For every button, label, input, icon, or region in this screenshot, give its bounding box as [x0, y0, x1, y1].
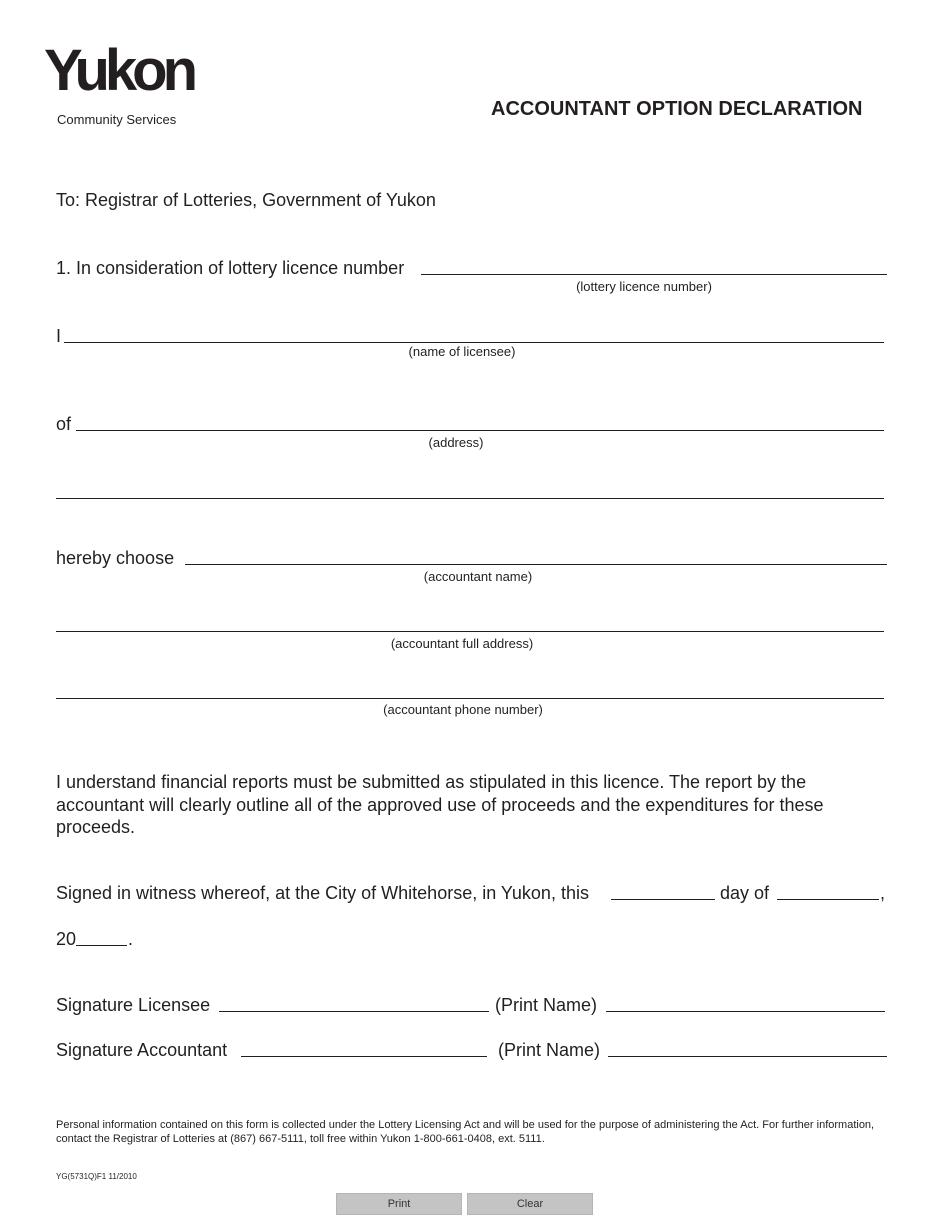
signed-witness-text: Signed in witness whereof, at the City of Whitehorse, in Yukon, this — [56, 883, 589, 903]
signature-accountant-field[interactable] — [241, 1040, 487, 1057]
yukon-logo: Yukon — [44, 38, 194, 103]
accountant-name-caption: (accountant name) — [423, 569, 533, 584]
address-field-line-2[interactable] — [56, 482, 884, 499]
signature-licensee-label: Signature Licensee — [56, 995, 211, 1015]
day-of-text: day of — [720, 883, 770, 903]
accountant-address-caption: (accountant full address) — [390, 636, 534, 651]
understanding-paragraph: I understand financial reports must be submitted as stipulated in this licence. The report by the accountant will clearly outline all of the approved use of proceeds and the expenditures for these proceeds. — [56, 772, 824, 837]
form-title: ACCOUNTANT OPTION DECLARATION — [491, 98, 863, 120]
day-field[interactable] — [611, 883, 715, 900]
licensee-name-field[interactable] — [64, 326, 884, 343]
address-label: of — [56, 414, 72, 434]
year-prefix: 20 — [56, 929, 77, 949]
form-id: YG(5731Q)F1 11/2010 — [56, 1172, 137, 1181]
licence-number-caption: (lottery licence number) — [576, 279, 712, 294]
period-glyph: . — [128, 929, 134, 949]
year-field[interactable] — [76, 929, 127, 946]
licensee-print-name-label: (Print Name) — [495, 995, 598, 1015]
licensee-name-caption: (name of licensee) — [408, 344, 516, 359]
accountant-phone-caption: (accountant phone number) — [383, 702, 543, 717]
comma-glyph: , — [880, 883, 886, 903]
address-caption: (address) — [428, 435, 484, 450]
addressee: To: Registrar of Lotteries, Government of Yukon — [56, 190, 436, 210]
privacy-notice: Personal information contained on this form is collected under the Lottery Licensing Act and will be used for the purpose of administering the Act. For further information, contact the Registrar of Lotteries at (867) 667-5111, toll free within Yukon 1-800-661-0408, ext. 5111. — [56, 1119, 875, 1145]
licensee-label: I — [56, 326, 62, 346]
accountant-phone-field[interactable] — [56, 682, 884, 699]
accountant-address-field[interactable] — [56, 615, 884, 632]
address-field-line-1[interactable] — [76, 414, 884, 431]
accountant-name-field[interactable] — [185, 548, 887, 565]
licensee-print-name-field[interactable] — [606, 995, 885, 1012]
clear-button[interactable]: Clear — [467, 1193, 593, 1215]
accountant-print-name-field[interactable] — [608, 1040, 887, 1057]
signature-licensee-field[interactable] — [219, 995, 489, 1012]
signature-accountant-label: Signature Accountant — [56, 1040, 228, 1060]
licence-number-label: 1. In consideration of lottery licence number — [56, 258, 405, 278]
month-field[interactable] — [777, 883, 879, 900]
department-name: Community Services — [57, 112, 177, 127]
print-button[interactable]: Print — [336, 1193, 462, 1215]
choose-label: hereby choose — [56, 548, 175, 568]
accountant-print-name-label: (Print Name) — [498, 1040, 601, 1060]
licence-number-field[interactable] — [421, 258, 887, 275]
